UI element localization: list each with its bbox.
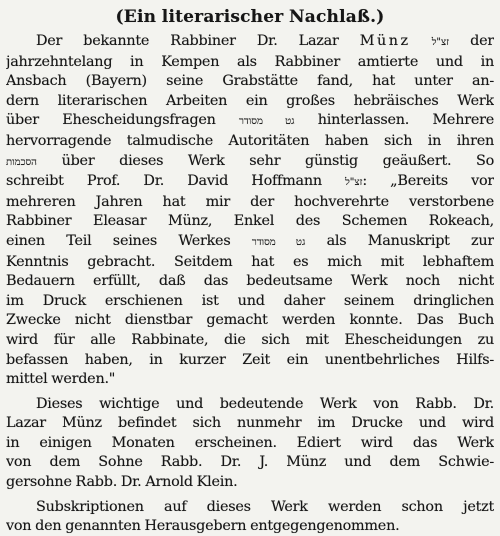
text-line	[6, 292, 494, 312]
text-line	[6, 53, 494, 73]
text-run: über Ehescheidungsfragen	[6, 112, 240, 129]
text-run: gersohne Rabb. Dr. Arnold Klein.	[6, 474, 238, 491]
text-run: in einigen Monaten erscheinen. Ediert wird das Werk	[6, 434, 494, 451]
hebrew-term: גט מסודר	[239, 116, 295, 128]
text-line	[6, 172, 494, 193]
spaced-name: Münz	[359, 33, 411, 49]
text-run: befassen haben, in kurzer Zeit ein unentbehrliches Hilfs-	[6, 351, 494, 368]
text-run: schreibt Prof. Dr. David Hoffmann	[6, 173, 346, 190]
text-run: Zwecke nicht dienstbar gemacht werden konnte. Das Buch	[6, 312, 494, 329]
text-line	[6, 253, 494, 273]
article-body	[6, 32, 494, 536]
text-run: mehreren Jahren hat mir der hochverehrte verstorbene	[6, 193, 494, 210]
text-run: mittel werden."	[6, 371, 116, 388]
text-line	[6, 193, 494, 213]
text-run: Bedauern erfüllt, daß das bedeutsame Werk noch nicht	[6, 273, 494, 290]
text-line	[6, 434, 494, 454]
text-line	[6, 331, 494, 351]
text-run: über dieses Werk sehr günstig geäußert. So	[36, 152, 494, 169]
text-line	[6, 212, 494, 232]
text-run: Kenntnis gebracht. Seitdem hat es mich mit lebhaftem	[6, 253, 494, 270]
text-line	[6, 152, 494, 173]
text-line	[6, 453, 494, 473]
text-line	[6, 498, 494, 518]
text-line	[6, 92, 494, 112]
text-run: im Druck erschienen ist und daher seinem dringlichen	[6, 292, 494, 309]
article-headline: (Ein literarischer Nachlaß.)	[115, 7, 385, 27]
text-line	[6, 311, 494, 331]
text-line	[6, 517, 494, 536]
text-line	[6, 351, 494, 371]
hebrew-term: הסכמות	[6, 156, 37, 168]
text-line	[6, 232, 494, 253]
text-line	[6, 132, 494, 152]
text-run: der	[449, 33, 494, 49]
hebrew-term: זצ"ל	[431, 37, 450, 48]
text-run: Rabbiner Eleasar Münz, Enkel des Schemen Rokeach,	[6, 213, 494, 230]
text-run: wird für alle Rabbinate, die sich mit Ehescheidungen zu	[6, 331, 494, 348]
text-line	[6, 32, 494, 53]
text-run: von den genannten Herausgebern entgegengenommen.	[6, 518, 400, 535]
text-line	[6, 272, 494, 292]
text-line	[6, 111, 494, 132]
hebrew-term: זצ"ל	[345, 177, 363, 189]
paragraph	[6, 498, 494, 536]
text-run	[411, 33, 432, 49]
paragraph	[6, 395, 494, 493]
text-line	[6, 370, 494, 390]
text-line	[6, 473, 494, 493]
text-run: Dieses wichtige und bedeutende Werk von Rabb. Dr.	[36, 395, 494, 412]
text-run: Subskriptionen auf dieses Werk werden schon jetzt	[36, 498, 494, 515]
text-line	[6, 395, 494, 415]
text-run: von dem Sohne Rabb. Dr. J. Münz und dem Schwie-	[6, 454, 494, 471]
text-run: einen Teil seines Werkes	[6, 232, 252, 249]
text-run: jahrzehntelang in Kempen als Rabbiner amtierte und in	[6, 53, 494, 70]
hebrew-term: גט מסודר	[251, 236, 306, 248]
text-line	[6, 72, 494, 92]
text-run: hinterlassen. Mehrere	[294, 112, 494, 129]
text-run: hervorragende talmudische Autoritäten haben sich in ihren	[6, 132, 494, 149]
paragraph	[6, 32, 494, 390]
text-run: Der bekannte Rabbiner Dr. Lazar	[36, 33, 360, 49]
text-run: dern literarischen Arbeiten ein großes hebräisches Werk	[6, 92, 494, 109]
text-run: Ansbach (Bayern) seine Grabstätte fand, hat unter an-	[6, 73, 494, 90]
text-run: Lazar Münz befindet sich nunmehr im Drucke und wird	[6, 415, 494, 432]
text-run: als Manuskript zur	[305, 232, 494, 249]
text-line	[6, 414, 494, 434]
text-run: : „Bereits vor	[362, 173, 494, 190]
